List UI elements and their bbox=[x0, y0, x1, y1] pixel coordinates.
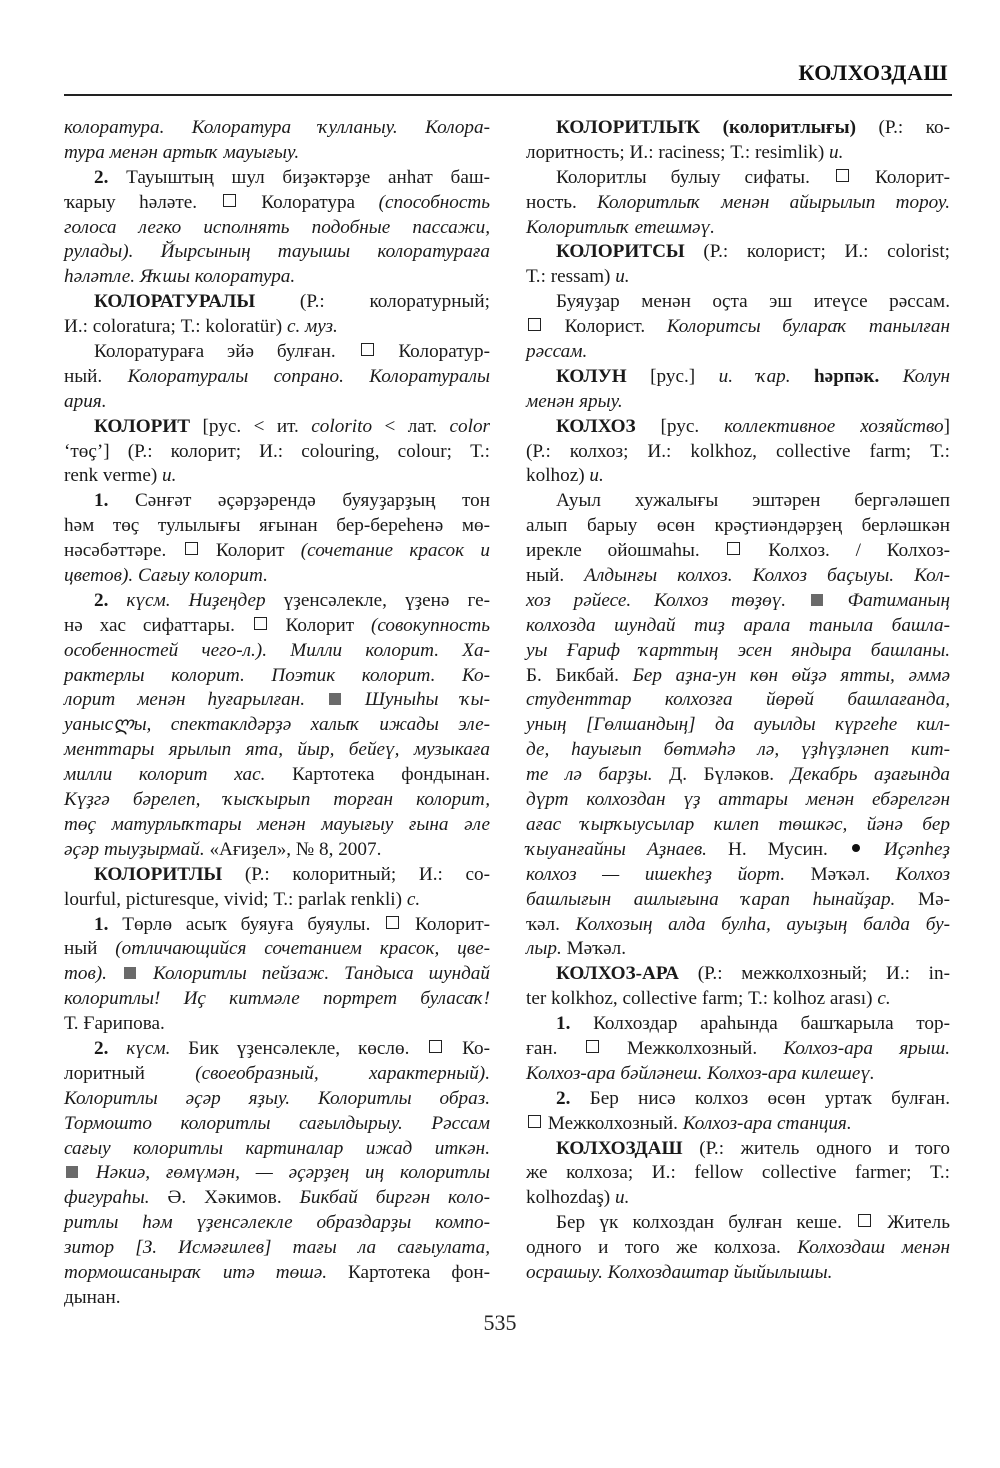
text-line bbox=[64, 713, 490, 738]
italic-text: хоз рәйесе. Колхоз төҙөү. bbox=[526, 589, 809, 611]
body-text: ҡарыу һәләте. bbox=[64, 191, 221, 213]
body-text: [рус. bbox=[635, 415, 725, 437]
headword-text: 1. bbox=[94, 913, 123, 935]
italic-text: студенттар колхозға йөрөй башлағанда, bbox=[526, 689, 950, 711]
text-line bbox=[64, 141, 490, 166]
text-line bbox=[64, 1236, 490, 1261]
italic-text: Колхоз-ара ярыш. bbox=[783, 1037, 951, 1059]
text-line bbox=[526, 340, 950, 365]
body-text: < лат. bbox=[372, 415, 450, 437]
italic-text: һәләтле. Яҡшы колоратура. bbox=[64, 266, 296, 288]
text-line bbox=[526, 1037, 950, 1062]
bullet-dot-icon bbox=[852, 844, 860, 852]
body-text: kolhoz) bbox=[526, 465, 590, 487]
body-text: һәм төҫ тулылығы яғынан бер-береһенә мө- bbox=[64, 515, 490, 537]
italic-text: башлығын ашлығына ҡарап һынайҙар. bbox=[526, 888, 896, 910]
text-line bbox=[526, 1137, 950, 1162]
italic-text: Колоритлы пейзаж. Тандыса шундай bbox=[137, 963, 490, 985]
body-text: ған. bbox=[526, 1037, 584, 1059]
square-marker-icon bbox=[223, 194, 236, 207]
italic-text: тов). bbox=[64, 963, 122, 985]
text-line bbox=[64, 1137, 490, 1162]
square-marker-icon bbox=[836, 169, 849, 182]
text-line bbox=[64, 688, 490, 713]
italic-text: лыр. bbox=[526, 938, 562, 960]
italic-text: (способность bbox=[378, 191, 490, 213]
body-text: Т.: ressam) bbox=[526, 266, 616, 288]
italic-text: Колоритсы булараҡ танылған bbox=[666, 316, 950, 338]
text-line bbox=[526, 489, 950, 514]
text-line bbox=[526, 713, 950, 738]
italic-text: (отличающийся сочетанием красок, цве- bbox=[115, 938, 490, 960]
body-text: (Р.: колорист; И.: colorist; bbox=[684, 241, 950, 263]
text-line bbox=[64, 1261, 490, 1286]
text-line bbox=[64, 1037, 490, 1062]
text-line bbox=[526, 1161, 950, 1186]
body-text: ный. bbox=[526, 565, 585, 587]
text-line bbox=[526, 937, 950, 962]
body-text: ный. bbox=[64, 365, 128, 387]
square-marker-icon bbox=[361, 343, 374, 356]
text-line bbox=[64, 514, 490, 539]
square-marker-icon bbox=[727, 542, 740, 555]
headword-text: 2. bbox=[94, 166, 127, 188]
text-line bbox=[64, 813, 490, 838]
text-line bbox=[64, 464, 490, 489]
body-text: Бер нисә колхоз өсөн уртаҡ булған. bbox=[589, 1087, 950, 1109]
italic-text: Иҫәпһеҙ bbox=[862, 838, 950, 860]
italic-text: күсм. Ниҙеңдер bbox=[126, 589, 266, 611]
italic-text: Күҙгә бәрелеп, ҡысҡырып торған колорит, bbox=[64, 789, 490, 811]
italic-text: сағыу колоритлы картиналар ижад иткән. bbox=[64, 1137, 490, 1159]
headword-text: 2. bbox=[556, 1087, 590, 1109]
left-column bbox=[64, 116, 490, 1311]
headword-text: КОЛХОЗДАШ bbox=[556, 1137, 683, 1159]
italic-text: и. bbox=[589, 465, 604, 487]
italic-text: ҡыуанғайны Аҙнаев. bbox=[526, 838, 729, 860]
text-line bbox=[64, 664, 490, 689]
body-text: же колхоза; И.: fellow collective farmer; Т.: bbox=[526, 1162, 950, 1184]
text-line bbox=[64, 1161, 490, 1186]
text-line bbox=[64, 913, 490, 938]
italic-text: Колоратуралы сопрано. Колоратуралы bbox=[127, 365, 490, 387]
body-text: ‘төҫ’] (Р.: колорит; И.: colouring, colour; Т.: bbox=[64, 440, 490, 462]
body-text: ҡәл. bbox=[526, 913, 576, 935]
italic-text: (своеобразный, характерный). bbox=[195, 1062, 490, 1084]
body-text: lourful, picturesque, vivid; Т.: parlak renkli) bbox=[64, 888, 407, 910]
text-line bbox=[526, 614, 950, 639]
italic-text: и. bbox=[162, 465, 177, 487]
body-text: лоритность; И.: raciness; Т.: resimlik) bbox=[526, 141, 830, 163]
headword-text: 1. bbox=[94, 490, 135, 512]
headword-text: КОЛУН bbox=[556, 365, 627, 387]
text-line bbox=[64, 265, 490, 290]
body-text: Н. Мусин. bbox=[728, 838, 849, 860]
body-text: Ко- bbox=[444, 1037, 490, 1059]
text-line bbox=[526, 290, 950, 315]
italic-text: ритлы һәм үҙенсәлекле образдарҙы компо- bbox=[64, 1212, 490, 1234]
text-line bbox=[64, 788, 490, 813]
text-line bbox=[526, 888, 950, 913]
italic-text: Колхоз-ара станция. bbox=[682, 1112, 852, 1134]
running-head: КОЛХОЗДАШ bbox=[798, 60, 948, 85]
text-line bbox=[64, 1012, 490, 1037]
body-text: Межколхозный. bbox=[600, 1037, 784, 1059]
text-line bbox=[526, 763, 950, 788]
square-marker-icon bbox=[528, 318, 541, 331]
headword-text: һәрпәк. bbox=[814, 365, 880, 387]
italic-text: күсм. bbox=[126, 1037, 171, 1059]
body-text: нә хас сифаттары. bbox=[64, 614, 252, 636]
text-line bbox=[64, 365, 490, 390]
text-line bbox=[64, 888, 490, 913]
italic-text: и. bbox=[615, 266, 630, 288]
italic-text: фигураһы. bbox=[64, 1187, 168, 1209]
square-marker-icon bbox=[429, 1040, 442, 1053]
body-text: Төрлө асыҡ буяуға буяулы. bbox=[122, 913, 385, 935]
text-line bbox=[526, 1211, 950, 1236]
body-text: Колорит- bbox=[401, 913, 490, 935]
text-line bbox=[526, 514, 950, 539]
italic-text: Колхозың алда булһа, ауыҙың балда бу- bbox=[575, 913, 950, 935]
text-line bbox=[526, 1261, 950, 1286]
body-text: лоритный bbox=[64, 1062, 196, 1084]
body-text: Колорист. bbox=[543, 316, 667, 338]
text-line bbox=[64, 1062, 490, 1087]
italic-text: ария. bbox=[64, 390, 107, 412]
body-text: Картотека фон- bbox=[327, 1261, 490, 1283]
italic-text: Бикбай биргән коло- bbox=[299, 1187, 490, 1209]
body-text: одного и того же колхоза. bbox=[526, 1237, 798, 1259]
headword-text: 2. bbox=[94, 1037, 127, 1059]
text-line bbox=[526, 390, 950, 415]
italic-text: с. bbox=[877, 988, 891, 1010]
text-line bbox=[64, 738, 490, 763]
body-text: Сәнғәт әҫәрҙәрендә буяуҙарҙың тон bbox=[134, 490, 490, 512]
text-line bbox=[526, 365, 950, 390]
text-line bbox=[64, 116, 490, 141]
text-line bbox=[64, 863, 490, 888]
italic-text: Нәкиә, ғөмүмән, — әҫәрҙең иң колоритлы bbox=[80, 1162, 490, 1184]
body-text: ный bbox=[64, 938, 116, 960]
italic-text: Фатиманың bbox=[824, 589, 950, 611]
text-line bbox=[64, 390, 490, 415]
italic-text: Алдынғы колхоз. Колхоз баҫыуы. Кол- bbox=[584, 565, 950, 587]
italic-text: рулады). Йырсының тауышы колоратураға bbox=[64, 241, 490, 263]
text-line bbox=[526, 589, 950, 614]
headword-text: КОЛОРИТЛЫ bbox=[94, 863, 223, 885]
italic-text: голоса легко исполнять подобные пассажи, bbox=[64, 216, 490, 238]
text-line bbox=[526, 240, 950, 265]
text-line bbox=[526, 116, 950, 141]
text-line bbox=[64, 564, 490, 589]
italic-text: рәссам. bbox=[526, 341, 588, 363]
body-text: (Р.: житель одного и того bbox=[682, 1137, 950, 1159]
body-text: «Ағиҙел», № 8, 2007. bbox=[204, 838, 382, 860]
italic-text: Тормошто колоритлы сағылдырыу. Рәссам bbox=[64, 1112, 490, 1134]
body-text: Житель bbox=[873, 1212, 950, 1234]
italic-text: и. bbox=[829, 141, 844, 163]
right-column bbox=[526, 116, 950, 1286]
body-text: дынан. bbox=[64, 1286, 121, 1308]
headword-text: КОЛХОЗ bbox=[556, 415, 636, 437]
headword-text: КОЛОРИТСЫ bbox=[556, 241, 685, 263]
text-line bbox=[526, 664, 950, 689]
text-line bbox=[64, 216, 490, 241]
italic-text: зитор [З. Исмәғилев] тағы ла сағыулата, bbox=[64, 1237, 490, 1259]
body-text: ] bbox=[943, 415, 951, 437]
square-marker-icon bbox=[586, 1040, 599, 1053]
filled-square-marker-icon bbox=[124, 967, 136, 979]
body-text: [рус.] bbox=[626, 365, 719, 387]
text-line bbox=[64, 340, 490, 365]
text-line bbox=[526, 863, 950, 888]
italic-text: уы Ғариф ҡарттың эсен яндыра башланы. bbox=[526, 639, 950, 661]
text-line bbox=[526, 166, 950, 191]
body-text: Бер үк колхоздан булған кеше. bbox=[556, 1212, 857, 1234]
italic-text: с. муз. bbox=[286, 316, 338, 338]
body-text: алып барыу өсөн крәҫтиәндәрҙең берләшкән bbox=[526, 515, 950, 537]
body-text: Колоратура bbox=[237, 191, 379, 213]
italic-text: дүрт колхоздан үҙ аттары менән ебәрелгән bbox=[526, 789, 950, 811]
italic-text: Колхоз-ара бәйләнеш. Колхоз-ара килешеү. bbox=[526, 1062, 875, 1084]
square-marker-icon bbox=[254, 617, 267, 630]
square-marker-icon bbox=[858, 1214, 871, 1227]
text-line bbox=[64, 440, 490, 465]
italic-text: особенностей чего-л.). Милли колорит. Ха- bbox=[64, 639, 490, 661]
italic-text: коллективное хозяйство bbox=[724, 415, 944, 437]
text-line bbox=[64, 614, 490, 639]
italic-text: color bbox=[449, 415, 491, 437]
text-line bbox=[64, 191, 490, 216]
headword-text: КОЛОРИТЛЫҠ (колоритлығы) bbox=[556, 117, 856, 138]
text-line bbox=[526, 539, 950, 564]
text-line bbox=[64, 987, 490, 1012]
text-line bbox=[64, 838, 490, 863]
italic-text: тормошсаныраҡ итә төшә. bbox=[64, 1261, 328, 1283]
text-line bbox=[526, 216, 950, 241]
text-line bbox=[526, 788, 950, 813]
italic-text: Бер аҙна-ун көн өйҙә ятты, әммә bbox=[632, 664, 950, 686]
square-marker-icon bbox=[528, 1115, 541, 1128]
italic-text: Колхоз bbox=[895, 863, 950, 885]
body-text: Колорит bbox=[199, 540, 301, 562]
text-line bbox=[64, 415, 490, 440]
body-text: Мәҡәл. bbox=[785, 863, 896, 885]
body-text: Ауыл хужалығы эштәрен бергәләшеп bbox=[556, 490, 950, 512]
page-number: 535 bbox=[483, 1310, 517, 1335]
headword-text: КОЛОРИТ bbox=[94, 415, 191, 437]
italic-text: colorito bbox=[311, 415, 373, 437]
italic-text: тура менән артыҡ мауығыу. bbox=[64, 141, 300, 163]
body-text: Т. Ғарипова. bbox=[64, 1013, 165, 1035]
italic-text: Колоритлыҡ менән айырылып тороу. bbox=[597, 191, 950, 213]
text-line bbox=[64, 962, 490, 987]
text-line bbox=[64, 315, 490, 340]
italic-text: и. ҡар. bbox=[718, 365, 814, 387]
text-line bbox=[526, 1012, 950, 1037]
text-line bbox=[526, 838, 950, 863]
italic-text: лорит менән һуғарылған. bbox=[64, 689, 327, 711]
italic-text: уның [Гөлшандың] да ауылды күргеһе кил- bbox=[526, 714, 950, 736]
body-text: Колхоздар араһында башҡарыла тор- bbox=[593, 1013, 950, 1035]
body-text: Картотека фондынан. bbox=[265, 764, 490, 786]
body-text: (Р.: ко- bbox=[856, 117, 951, 138]
text-line bbox=[64, 1112, 490, 1137]
italic-text: милли колорит хас. bbox=[64, 764, 266, 786]
body-text: Бик үҙенсәлекле, көслө. bbox=[170, 1037, 428, 1059]
text-line bbox=[64, 1087, 490, 1112]
italic-text: уанысლы, спектаклдәрҙә халыҡ ижады эле- bbox=[64, 714, 490, 736]
italic-text: ағас ҡырҡыусылар килеп төшкәс, йәнә бер bbox=[526, 813, 950, 835]
body-text: нәсәбәттәре. bbox=[64, 540, 183, 562]
text-line bbox=[526, 440, 950, 465]
headword-text: КОЛХОЗ-АРА bbox=[556, 963, 680, 985]
body-text: kolhozdaş) bbox=[526, 1187, 615, 1209]
italic-text: с. bbox=[406, 888, 421, 910]
square-marker-icon bbox=[185, 542, 198, 555]
text-line bbox=[526, 1062, 950, 1087]
italic-text: Колун bbox=[879, 365, 951, 387]
italic-text: Шуныһы ҡы- bbox=[342, 689, 490, 711]
italic-text: осрашыу. Колхоздаштар йыйылышы. bbox=[526, 1261, 833, 1283]
text-line bbox=[64, 240, 490, 265]
text-line bbox=[526, 987, 950, 1012]
italic-text: менттары ярылып ята, йыр, бейеү, музыкаға bbox=[64, 739, 490, 761]
body-text: Колорит bbox=[268, 614, 371, 636]
text-line bbox=[526, 913, 950, 938]
italic-text: де, һауығып бөтмәһә лә, үҙһүҙләнеп кит- bbox=[526, 739, 950, 761]
italic-text: те лә барҙы. bbox=[526, 764, 670, 786]
text-line bbox=[64, 1186, 490, 1211]
body-text: (Р.: колхоз; И.: kolkhoz, collective farm; Т.: bbox=[526, 440, 950, 462]
text-line bbox=[526, 564, 950, 589]
italic-text: Колхоздаш менән bbox=[797, 1237, 950, 1259]
body-text: (Р.: межколхозный; И.: in- bbox=[679, 963, 950, 985]
italic-text: әҫәр тыуҙырмай. bbox=[64, 838, 205, 860]
body-text: Колоратур- bbox=[375, 341, 490, 363]
body-text: Колоратураға эйә булған. bbox=[94, 341, 359, 363]
text-line bbox=[64, 290, 490, 315]
italic-text: колхозда шундай тиҙ арала таныла башла- bbox=[526, 614, 950, 636]
body-text: (Р.: колоритный; И.: со- bbox=[222, 863, 490, 885]
body-text: Колхоз. / Колхоз- bbox=[742, 540, 950, 562]
text-line bbox=[64, 539, 490, 564]
text-line bbox=[526, 738, 950, 763]
body-text: ter kolkhoz, collective farm; Т.: kolhoz arası) bbox=[526, 988, 878, 1010]
text-line bbox=[64, 166, 490, 191]
body-text: Буяуҙар менән оҫта эш итеүсе рәссам. bbox=[556, 291, 950, 313]
body-text: ность. bbox=[526, 191, 598, 213]
text-line bbox=[526, 1087, 950, 1112]
body-text: renk verme) bbox=[64, 465, 163, 487]
text-line bbox=[64, 489, 490, 514]
body-text: Ә. Хәкимов. bbox=[167, 1187, 300, 1209]
text-line bbox=[526, 1236, 950, 1261]
text-line bbox=[526, 688, 950, 713]
body-text: Колоритлы булыу сифаты. bbox=[556, 166, 834, 188]
text-line bbox=[64, 639, 490, 664]
body-text: Межколхозный. bbox=[543, 1112, 683, 1134]
text-line bbox=[526, 315, 950, 340]
italic-text: Колоритлы әҫәр яҙыу. Колоритлы образ. bbox=[64, 1087, 490, 1109]
italic-text: колхоз — ишекһеҙ йорт. bbox=[526, 863, 785, 885]
headword-text: 1. bbox=[556, 1013, 594, 1035]
italic-text: колоритлы! Иҫ китмәле портрет буласаҡ! bbox=[64, 988, 490, 1010]
body-text: Тауыштың шул биҙәктәрҙе анһат баш- bbox=[126, 166, 490, 188]
body-text: (Р.: колоратурный; bbox=[255, 291, 490, 313]
filled-square-marker-icon bbox=[811, 594, 823, 606]
square-marker-icon bbox=[386, 916, 399, 929]
body-text: үҙенсәлекле, үҙенә ге- bbox=[265, 589, 490, 611]
body-text: [рус. < ит. bbox=[190, 415, 312, 437]
filled-square-marker-icon bbox=[329, 693, 341, 705]
body-text: Мә- bbox=[895, 888, 950, 910]
text-line bbox=[526, 639, 950, 664]
text-line bbox=[526, 141, 950, 166]
body-text: Д. Бүләков. bbox=[669, 764, 791, 786]
body-text: Мәҡәл. bbox=[561, 938, 627, 960]
filled-square-marker-icon bbox=[66, 1166, 78, 1178]
italic-text: төҫ матурлыҡтары менән мауығыу ғына әле bbox=[64, 813, 490, 835]
italic-text: менән ярыу. bbox=[526, 390, 623, 412]
header-rule bbox=[64, 94, 952, 96]
body-text: И.: coloratura; Т.: koloratür) bbox=[64, 316, 287, 338]
text-line bbox=[64, 1286, 490, 1311]
italic-text: рактерлы колорит. Поэтик колорит. Ко- bbox=[64, 664, 490, 686]
headword-text: 2. bbox=[94, 589, 127, 611]
body-text: Б. Бикбай. bbox=[526, 664, 633, 686]
text-line bbox=[64, 763, 490, 788]
italic-text: (сочетание красок и bbox=[300, 540, 490, 562]
italic-text: колоратура. Колоратура ҡулланыу. Колора- bbox=[64, 117, 490, 138]
text-line bbox=[526, 191, 950, 216]
body-text: ирекле ойошмаһы. bbox=[526, 540, 726, 562]
italic-text: (совокупность bbox=[371, 614, 490, 636]
text-line bbox=[64, 937, 490, 962]
text-line bbox=[526, 1186, 950, 1211]
italic-text: Декабрь аҙағында bbox=[790, 764, 950, 786]
body-text: Колорит- bbox=[850, 166, 950, 188]
text-line bbox=[64, 589, 490, 614]
text-line bbox=[526, 962, 950, 987]
text-line bbox=[526, 464, 950, 489]
italic-text: цветов). Сағыу колорит. bbox=[64, 565, 268, 587]
text-line bbox=[526, 265, 950, 290]
text-line bbox=[64, 1211, 490, 1236]
italic-text: Колоритлыҡ етешмәү. bbox=[526, 216, 715, 238]
headword-text: КОЛОРАТУРАЛЫ bbox=[94, 291, 256, 313]
text-line bbox=[526, 1112, 950, 1137]
text-line bbox=[526, 813, 950, 838]
text-line bbox=[526, 415, 950, 440]
italic-text: и. bbox=[615, 1187, 630, 1209]
